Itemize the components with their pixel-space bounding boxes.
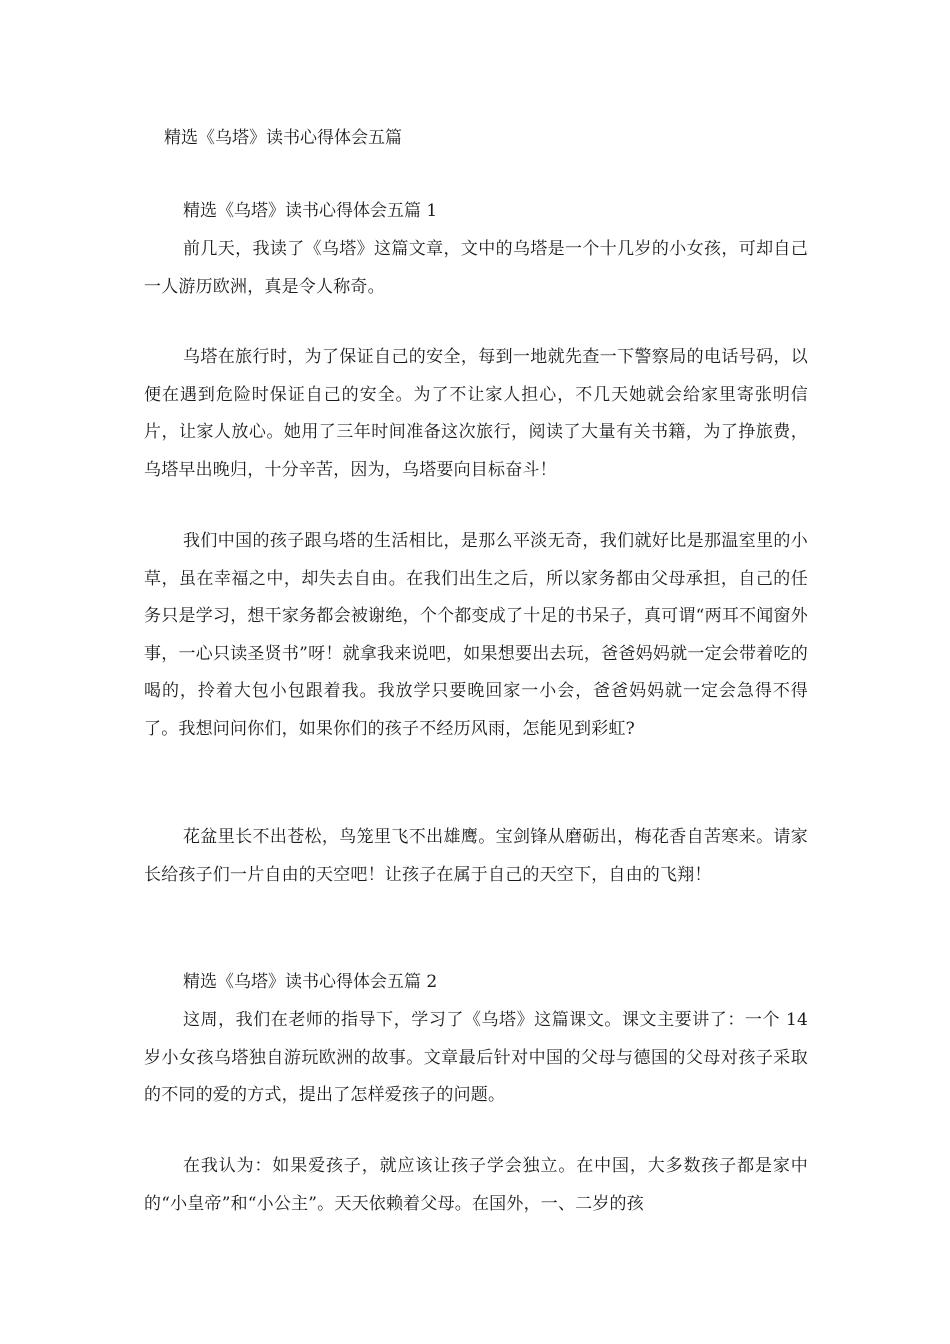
paragraph-1-3: 我们中国的孩子跟乌塔的生活相比，是那么平淡无奇，我们就好比是那温室里的小草，虽在幸福之中，却失去自由。在我们出生之后，所以家务都由父母承担，自己的任务只是学习，想干家务都会被谢绝，个个都变成了十足的书呆子，真可谓“两耳不闻窗外事，一心只读圣贤书”呀！就拿我来说吧，如果想要出去玩，爸爸妈妈就一定会带着吃的喝的，拎着大包小包跟着我。我放学只要晚回家一小会，爸爸妈妈就一定会急得不得了。我想问问你们，如果你们的孩子不经历风雨，怎能见到彩虹? <box>144 531 808 739</box>
paragraph-1-4: 花盆里长不出苍松，鸟笼里飞不出雄鹰。宝剑锋从磨砺出，梅花香自苦寒来。请家长给孩子们一片自由的天空吧！让孩子在属于自己的天空下，自由的飞翔！ <box>144 827 808 885</box>
paragraph-2-1: 这周，我们在老师的指导下，学习了《乌塔》这篇课文。课文主要讲了：一个 14 岁小女孩乌塔独自游玩欧洲的故事。文章最后针对中国的父母与德国的父母对孩子采取的不同的爱的方式，提出了怎样爱孩子的问题。 <box>144 1010 808 1105</box>
paragraph-1-2: 乌塔在旅行时，为了保证自己的安全，每到一地就先查一下警察局的电话号码，以便在遇到危险时保证自己的安全。为了不让家人担心，不几天她就会给家里寄张明信片，让家人放心。她用了三年时间准备这次旅行，阅读了大量有关书籍，为了挣旅费，乌塔早出晚归，十分辛苦，因为，乌塔要向目标奋斗！ <box>144 347 808 480</box>
document-title: 精选《乌塔》读书心得体会五篇 <box>164 128 402 148</box>
section-heading-2: 精选《乌塔》读书心得体会五篇 2 <box>183 972 438 992</box>
paragraph-2-2: 在我认为：如果爱孩子，就应该让孩子学会独立。在中国，大多数孩子都是家中的“小皇帝”和“小公主”。天天依赖着父母。在国外，一、二岁的孩 <box>144 1156 808 1214</box>
section-heading-1: 精选《乌塔》读书心得体会五篇 1 <box>183 201 438 221</box>
paragraph-1-1: 前几天，我读了《乌塔》这篇文章，文中的乌塔是一个十几岁的小女孩，可却自己一人游历欧洲，真是令人称奇。 <box>144 239 808 297</box>
